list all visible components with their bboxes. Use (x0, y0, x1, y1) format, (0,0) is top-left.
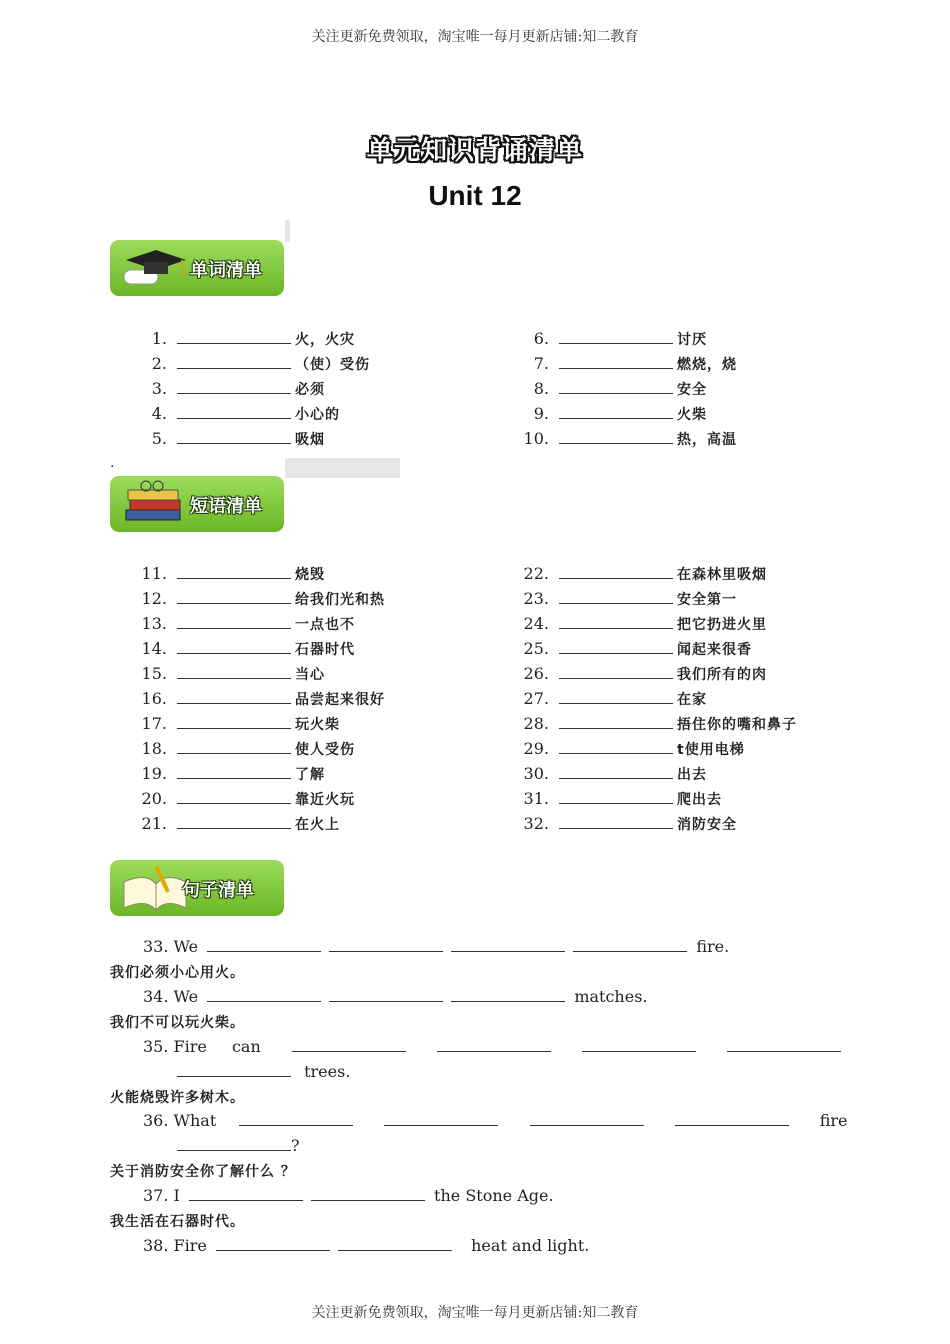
answer-blank[interactable] (559, 814, 673, 829)
sentence-translation: 火能烧毁许多树木。 (110, 1090, 245, 1106)
answer-blank[interactable] (177, 639, 291, 654)
books-icon (116, 478, 188, 530)
sentence-text: ? (291, 1136, 300, 1155)
item-chinese: 在火上 (295, 817, 340, 833)
item-chinese: 讨厌 (677, 332, 707, 348)
answer-blank[interactable] (559, 429, 673, 444)
sentence-text: trees. (304, 1062, 351, 1081)
list-item (133, 663, 325, 685)
answer-blank[interactable] (530, 1111, 644, 1126)
answer-blank[interactable] (177, 664, 291, 679)
item-chinese: 闻起来很香 (677, 642, 752, 658)
item-number: 31. (523, 789, 549, 808)
list-item (515, 638, 752, 660)
list-item (515, 663, 767, 685)
item-number: 17. (141, 714, 167, 733)
answer-blank[interactable] (559, 764, 673, 779)
sentence-text: fire. (696, 937, 730, 956)
answer-blank[interactable] (311, 1186, 425, 1201)
answer-blank[interactable] (559, 664, 673, 679)
item-chinese: 小心的 (295, 407, 340, 423)
list-item (133, 378, 325, 400)
sentence-38 (143, 1236, 589, 1255)
answer-blank[interactable] (559, 379, 673, 394)
answer-blank[interactable] (384, 1111, 498, 1126)
sentence-33 (143, 937, 729, 956)
answer-blank[interactable] (177, 689, 291, 704)
sentence-text: fire (819, 1111, 848, 1130)
sentence-text: 35. Fire (143, 1037, 207, 1056)
list-item (515, 738, 745, 760)
list-item (133, 713, 340, 735)
item-chinese: 玩火柴 (295, 717, 340, 733)
item-number: 30. (523, 764, 549, 783)
unit-title: Unit 12 (428, 180, 522, 211)
sentence-text: 34. We (143, 987, 199, 1006)
item-number: 27. (523, 689, 549, 708)
list-item (515, 788, 722, 810)
page-footer: 关注更新免费领取，淘宝唯一每月更新店铺:知二教育 (311, 1305, 639, 1321)
item-number: 29. (523, 739, 549, 758)
item-number: 3. (151, 379, 167, 398)
sentence-translation: 我们必须小心用火。 (110, 965, 245, 981)
answer-blank[interactable] (177, 789, 291, 804)
list-item (515, 403, 707, 425)
item-chinese: 给我们光和热 (295, 592, 385, 608)
item-number: 16. (141, 689, 167, 708)
words-section-badge (110, 240, 284, 296)
answer-blank[interactable] (177, 564, 291, 579)
item-chinese: 一点也不 (295, 617, 355, 633)
list-item (133, 813, 340, 835)
answer-blank[interactable] (559, 404, 673, 419)
stray-dot: . (110, 455, 115, 471)
list-item (133, 563, 325, 585)
item-chinese: 燃烧，烧 (677, 357, 737, 373)
gray-mark (285, 220, 290, 242)
list-item (515, 328, 707, 350)
answer-blank[interactable] (177, 1136, 291, 1151)
answer-blank[interactable] (451, 937, 565, 952)
item-chinese: 当心 (295, 667, 325, 683)
answer-blank[interactable] (216, 1236, 330, 1251)
item-chinese: 品尝起来很好 (295, 692, 385, 708)
answer-blank[interactable] (329, 987, 443, 1002)
item-chinese: 热，高温 (677, 432, 737, 448)
sentence-text: can (231, 1037, 261, 1056)
list-item (515, 688, 707, 710)
list-item (133, 588, 385, 610)
item-number: 8. (533, 379, 549, 398)
list-item (515, 353, 737, 375)
list-item (515, 563, 767, 585)
answer-blank[interactable] (559, 354, 673, 369)
sentence-text: matches. (574, 987, 648, 1006)
sentence-text: 37. I (143, 1186, 180, 1205)
item-number: 5. (151, 429, 167, 448)
sentences-section-badge (110, 860, 284, 916)
answer-blank[interactable] (675, 1111, 789, 1126)
answer-blank[interactable] (189, 1186, 303, 1201)
answer-blank[interactable] (559, 739, 673, 754)
item-chinese: 石器时代 (295, 642, 355, 658)
list-item (133, 613, 355, 635)
sentence-text: the Stone Age. (434, 1186, 554, 1205)
list-item (133, 688, 385, 710)
answer-blank[interactable] (177, 614, 291, 629)
answer-blank[interactable] (177, 379, 291, 394)
item-chinese: 消防安全 (677, 817, 737, 833)
sentence-translation: 我们不可以玩火柴。 (110, 1015, 245, 1031)
list-item (133, 763, 325, 785)
list-item (133, 328, 355, 350)
item-number: 32. (523, 814, 549, 833)
page-header: 关注更新免费领取，淘宝唯一每月更新店铺:知二教育 (311, 29, 639, 45)
sentence-36-cont (177, 1136, 300, 1155)
answer-blank[interactable] (177, 329, 291, 344)
item-number: 11. (141, 564, 167, 583)
list-item (515, 588, 737, 610)
item-number: 21. (141, 814, 167, 833)
answer-blank[interactable] (207, 937, 321, 952)
phrases-section-badge (110, 476, 284, 532)
answer-blank[interactable] (239, 1111, 353, 1126)
item-number: 25. (523, 639, 549, 658)
item-number: 15. (141, 664, 167, 683)
item-number: 12. (141, 589, 167, 608)
item-number: 1. (151, 329, 167, 348)
item-chinese: 安全第一 (677, 592, 737, 608)
item-chinese: 必须 (295, 382, 325, 398)
sentence-translation: 关于消防安全你了解什么 ？ (110, 1164, 296, 1180)
item-chinese: 捂住你的嘴和鼻子 (677, 717, 797, 733)
item-chinese: （使）受伤 (295, 357, 370, 373)
answer-blank[interactable] (582, 1037, 696, 1052)
sentence-36 (143, 1111, 848, 1130)
item-number: 28. (523, 714, 549, 733)
list-item (515, 613, 767, 635)
item-number: 22. (523, 564, 549, 583)
list-item (515, 763, 707, 785)
item-chinese: 把它扔进火里 (677, 617, 767, 633)
list-item (515, 813, 737, 835)
answer-blank[interactable] (338, 1236, 452, 1251)
item-chinese: t使用电梯 (677, 742, 745, 758)
sentence-text: 36. What (143, 1111, 217, 1130)
item-chinese: 安全 (677, 382, 707, 398)
list-item (133, 353, 370, 375)
list-item (133, 738, 355, 760)
answer-blank[interactable] (559, 329, 673, 344)
item-number: 4. (151, 404, 167, 423)
gray-box (285, 458, 400, 478)
answer-blank[interactable] (177, 1062, 291, 1077)
list-item (133, 638, 355, 660)
item-number: 20. (141, 789, 167, 808)
list-item (133, 788, 355, 810)
answer-blank[interactable] (177, 739, 291, 754)
answer-blank[interactable] (559, 789, 673, 804)
answer-blank[interactable] (177, 589, 291, 604)
answer-blank[interactable] (573, 937, 687, 952)
list-item (515, 378, 707, 400)
item-chinese: 在森林里吸烟 (677, 567, 767, 583)
sentence-text: heat and light. (471, 1236, 590, 1255)
item-number: 7. (533, 354, 549, 373)
item-number: 9. (533, 404, 549, 423)
answer-blank[interactable] (177, 429, 291, 444)
answer-blank[interactable] (177, 354, 291, 369)
answer-blank[interactable] (727, 1037, 841, 1052)
answer-blank[interactable] (177, 404, 291, 419)
item-chinese: 我们所有的肉 (677, 667, 767, 683)
item-number: 6. (533, 329, 549, 348)
page-title: 单元知识背诵清单 (366, 136, 583, 166)
answer-blank[interactable] (559, 639, 673, 654)
notebook-pencil-icon (116, 862, 188, 914)
sentences-section-label: 句子清单 (182, 880, 254, 901)
item-chinese: 使人受伤 (295, 742, 355, 758)
item-chinese: 火，火灾 (295, 332, 355, 348)
phrases-section-label: 短语清单 (190, 496, 262, 517)
item-chinese: 吸烟 (295, 432, 325, 448)
item-number: 23. (523, 589, 549, 608)
list-item (133, 403, 340, 425)
answer-blank[interactable] (451, 987, 565, 1002)
list-item (515, 428, 737, 450)
item-number: 10. (523, 429, 549, 448)
answer-blank[interactable] (559, 714, 673, 729)
item-chinese: 出去 (677, 767, 707, 783)
sentence-35 (143, 1037, 845, 1056)
answer-blank[interactable] (559, 564, 673, 579)
item-chinese: 靠近火玩 (295, 792, 355, 808)
answer-blank[interactable] (437, 1037, 551, 1052)
item-number: 13. (141, 614, 167, 633)
sentence-text: 38. Fire (143, 1236, 207, 1255)
sentence-34 (143, 987, 648, 1006)
sentence-35-cont (177, 1062, 350, 1081)
answer-blank[interactable] (207, 987, 321, 1002)
sentence-37 (143, 1186, 554, 1205)
graduation-cap-icon (116, 242, 188, 294)
list-item (133, 428, 325, 450)
item-chinese: 爬出去 (677, 792, 722, 808)
sentence-translation: 我生活在石器时代。 (110, 1214, 245, 1230)
answer-blank[interactable] (177, 714, 291, 729)
item-number: 14. (141, 639, 167, 658)
list-item (515, 713, 797, 735)
answer-blank[interactable] (559, 589, 673, 604)
answer-blank[interactable] (177, 814, 291, 829)
item-number: 18. (141, 739, 167, 758)
item-chinese: 火柴 (677, 407, 707, 423)
answer-blank[interactable] (559, 689, 673, 704)
item-chinese: 烧毁 (295, 567, 325, 583)
answer-blank[interactable] (177, 764, 291, 779)
item-chinese: 了解 (295, 767, 325, 783)
answer-blank[interactable] (559, 614, 673, 629)
item-chinese: 在家 (677, 692, 707, 708)
item-number: 26. (523, 664, 549, 683)
item-number: 19. (141, 764, 167, 783)
sentence-text: 33. We (143, 937, 199, 956)
item-number: 2. (151, 354, 167, 373)
answer-blank[interactable] (292, 1037, 406, 1052)
answer-blank[interactable] (329, 937, 443, 952)
words-section-label: 单词清单 (190, 260, 262, 281)
item-number: 24. (523, 614, 549, 633)
